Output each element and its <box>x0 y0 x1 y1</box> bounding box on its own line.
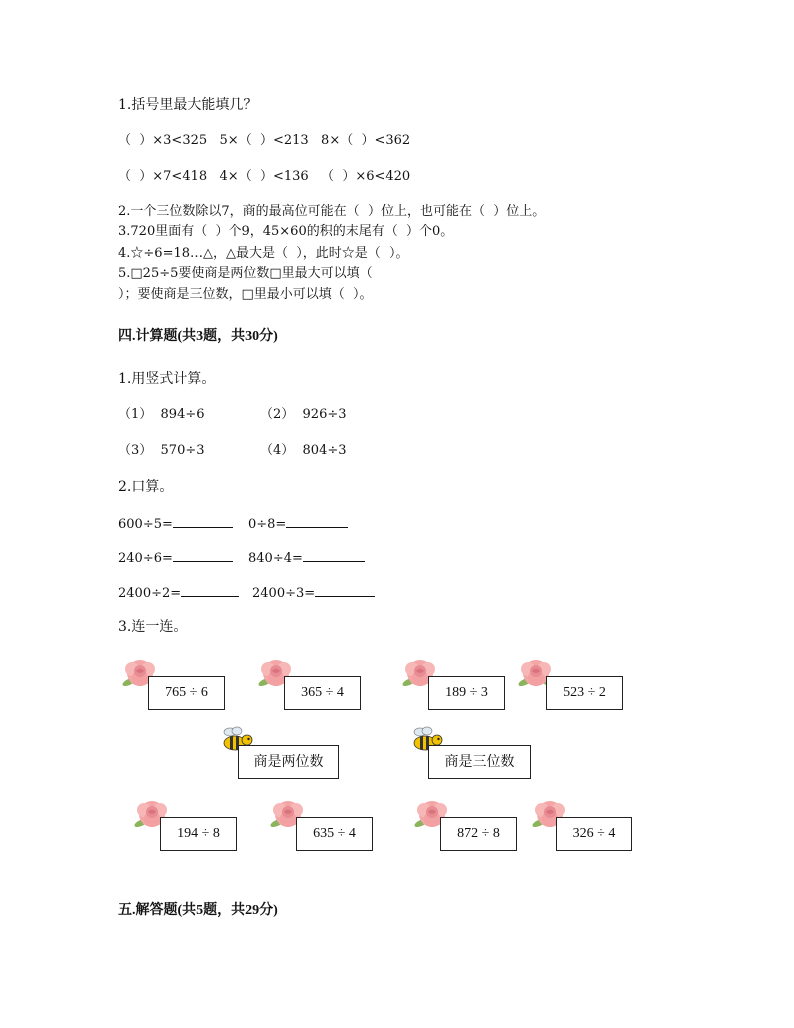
q2-text: 2.一个三位数除以7，商的最高位可能在（ ）位上，也可能在（ ）位上。 <box>118 204 546 219</box>
division-box-top-4[interactable]: 523 ÷ 2 <box>546 676 623 710</box>
oral-calc-title: 2.口算。 <box>118 479 174 495</box>
answer-blank[interactable] <box>181 583 239 597</box>
section-5-heading: 五.解答题(共5题，共29分) <box>118 903 278 918</box>
oral-item-2 <box>248 514 348 534</box>
division-box-top-3[interactable]: 189 ÷ 3 <box>428 676 505 710</box>
q3-text: 3.720里面有（ ）个9，45×60的积的末尾有（ ）个0。 <box>118 224 454 239</box>
oral-item-3 <box>118 548 233 568</box>
oral-expr: 2400÷3= <box>252 586 316 601</box>
category-box-three-digit[interactable]: 商是三位数 <box>428 745 531 779</box>
vertical-item-2: （2） 926÷3 <box>260 407 347 422</box>
section-4-heading: 四.计算题(共3题，共30分) <box>118 329 278 344</box>
division-box-bottom-4[interactable]: 326 ÷ 4 <box>556 817 632 851</box>
oral-item-1 <box>118 514 233 534</box>
oral-expr: 600÷5= <box>118 517 173 532</box>
oral-item-4 <box>248 548 365 568</box>
q1-row1: （ ）×3<325 5×（ ）<213 8×（ ）<362 <box>118 133 411 148</box>
answer-blank[interactable] <box>315 583 375 597</box>
q4-text: 4.☆÷6=18…△，△最大是（ ），此时☆是（ ）。 <box>118 246 409 261</box>
oral-expr: 240÷6= <box>118 551 173 566</box>
q1-title: 1.括号里最大能填几？ <box>118 97 258 113</box>
category-box-two-digit[interactable]: 商是两位数 <box>238 745 339 779</box>
division-box-bottom-3[interactable]: 872 ÷ 8 <box>440 817 517 851</box>
division-box-bottom-2[interactable]: 635 ÷ 4 <box>296 817 373 851</box>
division-box-bottom-1[interactable]: 194 ÷ 8 <box>160 817 237 851</box>
connect-title: 3.连一连。 <box>118 619 188 635</box>
oral-item-6 <box>252 583 375 603</box>
oral-item-5 <box>118 583 239 603</box>
vertical-item-1: （1） 894÷6 <box>118 407 205 422</box>
vertical-item-4: （4） 804÷3 <box>260 443 347 458</box>
q5-line2: ）；要使商是三位数，□里最小可以填（ ）。 <box>118 287 373 302</box>
oral-expr: 2400÷2= <box>118 586 182 601</box>
oral-expr: 840÷4= <box>248 551 303 566</box>
answer-blank[interactable] <box>286 514 348 528</box>
vertical-item-3: （3） 570÷3 <box>118 443 205 458</box>
vertical-calc-title: 1.用竖式计算。 <box>118 371 216 387</box>
oral-expr: 0÷8= <box>248 517 287 532</box>
q1-row2: （ ）×7<418 4×（ ）<136 （ ）×6<420 <box>118 169 411 184</box>
answer-blank[interactable] <box>173 548 233 562</box>
answer-blank[interactable] <box>173 514 233 528</box>
division-box-top-1[interactable]: 765 ÷ 6 <box>148 676 225 710</box>
division-box-top-2[interactable]: 365 ÷ 4 <box>284 676 361 710</box>
answer-blank[interactable] <box>303 548 365 562</box>
q5-line1: 5.□25÷5要使商是两位数□里最大可以填（ <box>118 266 373 281</box>
